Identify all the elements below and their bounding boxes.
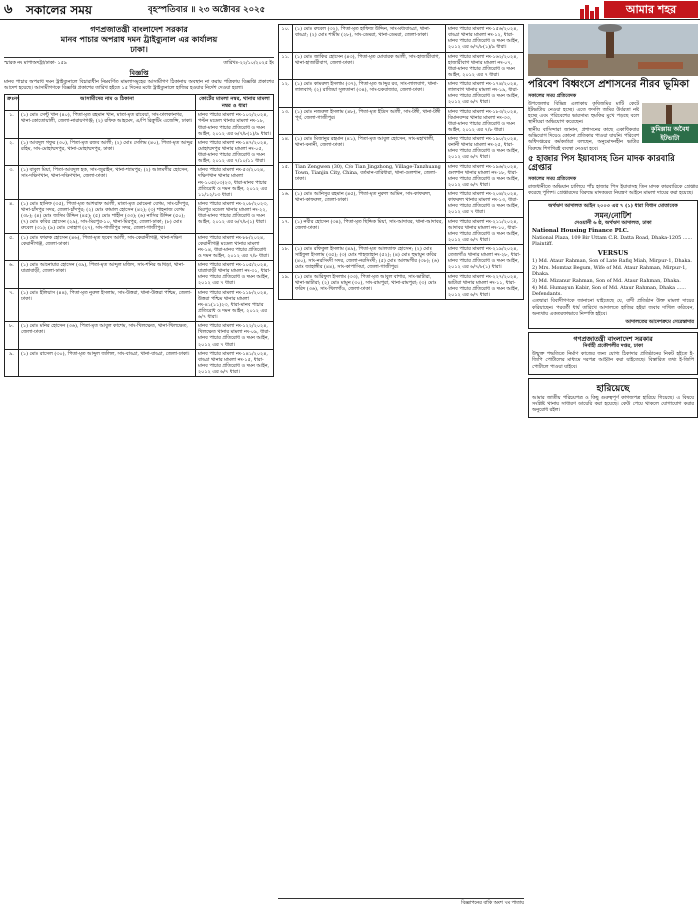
accused-details: (১) নবীর হোসেন (৩৪), পিতা-মৃত ছিদ্দিক মিয়া, সাং-আদাবর, থানা-আদাবর, জেলা-ঢাকা। [293, 217, 446, 245]
continued-note: বিজ্ঞাপনের বাকি অংশ ৭ম পাতায় [278, 898, 524, 907]
section-brand: আমার শহর [604, 1, 698, 18]
tribunal-notice [4, 24, 274, 907]
case-reference: মানব পাচার মামলা নং-১৯০/২০২৪, বনানী থানার মামলা নং-২৫, ধারা-মানব পাচার প্রতিরোধ ও দমন আইন, ২০১২ এর ৬/৭ ধারা। [446, 135, 524, 163]
table-row [279, 217, 524, 245]
table-row [5, 138, 274, 166]
summons-body: এতদ্বারা বিবাদীগণকে জানানো যাইতেছে যে, বাদী প্রতিষ্ঠান উক্ত মামলা দায়ের করিয়াছেন। পরবর্তী ধার্য তারিখে আদালতে হাজির হইয়া জবাব দাখিল করিবেন, অন্যথায় একতরফাভাবে নিষ্পত্তি হইবে। [532, 298, 694, 317]
table-row [279, 135, 524, 163]
case-reference: মানব পাচার মামলা নং-১৬২/২০২৪, হাজারীবাগ থানার মামলা নং-০৭, ধারা-মানব পাচার প্রতিরোধ ও দমন আইন, ২০১২ এর ৭ ধারা। [446, 52, 524, 80]
accused-details: (১) মোঃ ফারুক হোসেন (৪৬), পিতা-মৃত ছবেদ আলী, সাং-কেরানীগঞ্জ, থানা-দক্ষিণ কেরানীগঞ্জ, জেলা-ঢাকা। [19, 233, 196, 261]
notice-header [4, 24, 274, 58]
case-serial: ৬. [5, 261, 19, 289]
col-header-court: কোর্টের মামলা নম্বর, থানার মামলা নম্বর ও ধারা [196, 95, 274, 111]
table-row [279, 272, 524, 300]
case-reference: মানব পাচার মামলা নং-১৪১/২০২৪, বাড্ডা থানার মামলা নং-১৫, ধারা-মানব পাচার প্রতিরোধ ও দমন আইন, ২০১২ এর ৬/৭ ধারা। [196, 349, 274, 377]
case-serial: ১৬. [279, 190, 293, 218]
accused-details: (১) মোঃ হানিফ (৩৫), পিতা-মৃত আশরাফ আলী, মাতা-মৃত মোমেনা বেগম, সাং-চাঁদপুর, থানা-চাঁদপুর সদর, জেলা-চাঁদপুর; (২) মোঃ কামাল হোসেন (৪২); (৩) শাহনাজ বেগম (৩৮); (৪) মোঃ জসিম উদ্দিন (৪৫); (৫) মোঃ শাহীন (৩৩); (৬) নাসির উদ্দিন (৫০); (৭) মোঃ কবির হোসেন (২৯), সাং-মিরপুর-১০, থানা-মিরপুর, জেলা-ঢাকা; (৮) মোঃ রুবেল (৩১); (৯) মোঃ সোহাগ (২৭), সাং-গাজীপুর সদর, জেলা-গাজীপুর। [19, 199, 196, 233]
accused-details: (১) মোঃ কামরুল ইসলাম (৩৭), পিতা-মৃত আব্দুর রব, সাং-লালবাগ, থানা-লালবাগ; (২) রাজিয়া সুলতানা (৩৪), সাং-চকবাজার, জেলা-ঢাকা। [293, 80, 446, 108]
accused-details: Tian Zengwen (30), C/o Tian Jingzhong, Village-Tanzhuang Town, Tianjin City, China, বর্তমান-বারিধারা, থানা-গুলশান, জেলা-ঢাকা। [293, 162, 446, 190]
case-reference: মানব পাচার মামলা নং-২০৪/২০২৪, কাফরুল থানার মামলা নং-১৩, ধারা-মানব পাচার প্রতিরোধ ও দমন আইন, ২০১২ এর ৭ ধারা। [446, 190, 524, 218]
case-reference: মানব পাচার মামলা নং-২০৮/২০২৩, মিরপুর মডেল থানার মামলা নং-২২, ধারা-মানব পাচার প্রতিরোধ ও দমন আইন, ২০১২ এর ৬/৭/৮(১) ধারা। [196, 199, 274, 233]
col-header-sl: ক্রঃনং [5, 95, 19, 111]
accused-details: (১) মোঃ আরিফুল ইসলাম (৩৩), পিতা-মৃত আবুল বাশার, সাং-ভাটারা, থানা-ভাটারা; (২) মোঃ মামুন (৩০), সাং-রামপুরা, থানা-রামপুরা; (৩) মোঃ ফরিদ (৩৬), সাং-খিলগাঁও, জেলা-ঢাকা। [293, 272, 446, 300]
case-serial: ১০. [279, 25, 293, 53]
accused-details: (১) আবদুল গফুর (৩০), পিতা-মৃত রজব আলী; (২) মোঃ সেলিম (৪০), পিতা-মৃত আব্দুর রহিম, সাং-মোহাম্মদপুর, থানা-মোহাম্মদপুর, ঢাকা। [19, 138, 196, 166]
case-serial: ১৩. [279, 107, 293, 135]
case-reference: মানব পাচার মামলা নং-২১৯/২০২৪, তেজগাঁও থানার মামলা নং-২৮, ধারা-মানব পাচার প্রতিরোধ ও দমন আইন, ২০১২ এর ৬/৭/৮(১) ধারা। [446, 245, 524, 273]
case-reference: মানব পাচার মামলা নং-১০২/২০২৪, পল্টন মডেল থানার মামলা নং-১৮, ধারা-মানব পাচার প্রতিরোধ ও দমন আইন, ২০১২ এর ৬/৭/৮(১)/৯ ধারা। [196, 111, 274, 139]
table-header-row [5, 95, 274, 111]
case-serial: ৩. [5, 166, 19, 200]
case-reference: মানব পাচার মামলা নং-১৮৩/২০২৪, বিমানবন্দর থানার মামলা নং-৩৩, ধারা-মানব পাচার প্রতিরোধ ও দমন আইন, ২০১২ এর ৭/৮ ধারা। [446, 107, 524, 135]
defendant-4: 4) Md. Humayun Kabir, Son of Md. Ataur Rahman, Dhaka ...... Defendants. [532, 285, 686, 298]
news-headline: পরিবেশ বিধ্বংসে প্রশাসনের নীরব ভূমিকা [528, 79, 690, 90]
case-reference: মানব পাচার মামলা নং-২১১/২০২৪, আদাবর থানার মামলা নং-১০, ধারা-মানব পাচার প্রতিরোধ ও দমন আইন, ২০১২ এর ৬/৭ ধারা। [446, 217, 524, 245]
table-row [5, 349, 274, 377]
news-paragraph-1: উপজেলার বিভিন্ন এলাকায় কৃষিজমির মাটি কেটে ইটভাটায় নেওয়া হচ্ছে। এতে ফসলি জমির উর্বরতা নষ্ট হচ্ছে এবং পরিবেশের ভারসাম্য হুমকির মুখে পড়ছে বলে স্থানীয়রা অভিযোগ করেছেন। [528, 100, 639, 125]
case-serial: ১৮. [279, 245, 293, 273]
case-serial: ১৫. [279, 162, 293, 190]
case-serial: ৭. [5, 288, 19, 322]
case-reference: মানব পাচার মামলা নং-১৭৪/২০২৪, লালবাগ থানার মামলা নং-১৯, ধারা-মানব পাচার প্রতিরোধ ও দমন আইন, ২০১২ এর ৬/৭ ধারা। [446, 80, 524, 108]
case-reference: মানব পাচার মামলা নং-৫৩/২০২৪, দক্ষিণখান থানার মামলা নং-১০৫(০৩)২৩, ধারা-মানব পাচার প্রতিরোধ ও দমন আইন, ২০১২ এর ১১/১২/১৩ ধারা। [196, 166, 274, 200]
case-serial: ৪. [5, 199, 19, 233]
tender-government: গণপ্রজাতন্ত্রী বাংলাদেশ সরকার [573, 334, 653, 343]
table-row [5, 199, 274, 233]
case-serial: ১১. [279, 52, 293, 80]
case-serial: ১৪. [279, 135, 293, 163]
news-byline: সকালের সময় প্রতিবেদক [528, 92, 577, 99]
brickfield-inset [642, 103, 698, 143]
tender-office: নির্বাহী প্রকৌশলীর দপ্তর, ঢাকা [583, 343, 643, 350]
summons-case-line: দেওয়ানী ৬ ষ্ঠ, অর্থঋণ আদালত, ঢাকা [574, 220, 652, 227]
case-reference: মানব পাচার মামলা নং-১৪৭/২০২৪, মোহাম্মদপুর থানার মামলা নং-০৫, ধারা-মানব পাচার প্রতিরোধ ও দমন আইন, ২০১২ এর ৭/১০/১১ ধারা। [196, 138, 274, 166]
case-reference: মানব পাচার মামলা নং-১২২/২০২৪, খিলক্ষেত থানার মামলা নং-০৯, ধারা-মানব পাচার প্রতিরোধ ও দমন আইন, ২০১২ এর ৭ ধারা। [196, 322, 274, 350]
accused-details: (১) মোঃ আনোয়ার হোসেন (৩৯), পিতা-মৃত আব্দুল মজিদ, সাং-শনির আখড়া, থানা-যাত্রাবাড়ী, জেলা-ঢাকা। [19, 261, 196, 289]
lost-notice [528, 378, 698, 419]
summons-notice [528, 200, 698, 329]
accused-details: (১) মোঃ আনিসুর রহমান (৪৫), পিতা-মৃত নুরুল আমিন, সাং-কাফরুল, থানা-কাফরুল, জেলা-ঢাকা। [293, 190, 446, 218]
table-row [279, 80, 524, 108]
accused-details: (১) মোঃ মনির হোসেন (৩৬), পিতা-মৃত আবুল কাশেম, সাং-খিলক্ষেত, থানা-খিলক্ষেত, জেলা-ঢাকা। [19, 322, 196, 350]
summons-title: সমন/নোটিশ [594, 210, 632, 220]
defendant-1: 1) Md. Ataur Rahman, Son of Late Rafiq Miah, Mirpur-1, Dhaka. [532, 257, 692, 264]
memo-date: তারিখঃ-২২/১০/২০২৫ ইং [223, 61, 274, 66]
government-title: গণপ্রজাতন্ত্রী বাংলাদেশ সরকার [90, 24, 188, 34]
table-row [279, 107, 524, 135]
accused-details: (১) মোঃ জাকির হোসেন (৪৩), পিতা-মৃত মোবারক আলী, সাং-হাজারীবাগ, থানা-হাজারীবাগ, জেলা-ঢাকা। [293, 52, 446, 80]
accused-details: (১) বাবুল মিয়া, পিতা-আবদুল হক, সাং-জুরাইন, থানা-শ্যামপুর; (২) আলমগীর হোসেন, সাং-দক্ষিণখান, থানা-দক্ষিণখান, জেলা-ঢাকা। [19, 166, 196, 200]
office-title: মানব পাচার অপরাধ দমন ট্রাইব্যুনাল এর কার্যালয় [60, 34, 218, 44]
tender-body: উন্মুক্ত পদ্ধতিতে নির্মাণ কাজের জন্য যোগ্য ঠিকাদার প্রতিষ্ঠানের নিকট হইতে ই-জিপি পোর্টালের মাধ্যমে দরপত্র আহ্বান করা যাইতেছে। বিস্তারিত তথ্য ই-জিপি পোর্টালে পাওয়া যাইবে। [532, 351, 694, 370]
table-row [279, 25, 524, 53]
tender-notice [528, 332, 698, 375]
inset-caption: কুমিল্লায় অবৈধ ইটভাটা [642, 124, 698, 142]
cases-table-mid [278, 24, 524, 300]
case-reference: মানব পাচার মামলা নং-১৯৬/২০২৪, গুলশান থানার মামলা নং-১৮, ধারা-মানব পাচার প্রতিরোধ ও দমন আইন, ২০১২ এর ৬/৭ ধারা। [446, 162, 524, 190]
news-paragraph-3: রাজধানীতে অভিযান চালিয়ে পাঁচ হাজার পিস ইয়াবাসহ তিন মাদক কারবারিকে গ্রেপ্তার করেছে পুলিশ। গ্রেপ্তারদের বিরুদ্ধে মাদকদ্রব্য নিয়ন্ত্রণ আইনে মামলা দায়ের করা হয়েছে। [528, 184, 698, 197]
table-row [279, 52, 524, 80]
versus-label: VERSUS [597, 248, 629, 257]
case-serial: ৯. [5, 349, 19, 377]
memo-number: স্মারক নং মাপাঅদট্রা/ঢাকা- ১৫৯ [4, 61, 67, 66]
news-paragraph-2: স্থানীয় বাসিন্দারা জানান, প্রশাসনের কাছে একাধিকবার অভিযোগ দিয়েও কোনো প্রতিকার পাওয়া যায়নি। পরিবেশ অধিদপ্তরের কর্মকর্তারা বলছেন, অনুমোদনহীন ভাটার বিরুদ্ধে শিগগিরই ব্যবস্থা নেওয়া হবে। [528, 127, 639, 152]
news-byline-2: সকালের সময় প্রতিবেদক [528, 176, 577, 183]
accused-details: (১) মোঃ সেন্টু খান (৪০), পিতা-মৃত রহমান খান, মাতা-মৃত রাবেয়া, সাং-ঢালকানগর, থানা-কোতোয়ালী, জেলা-নারায়ণগঞ্জ; (২) রফিক আহমেদ, এ/পি রিক্রুটিং এজেন্সি, ঢাকা। [19, 111, 196, 139]
accused-details: (১) মোঃ নজরুল ইসলাম (৪৮), পিতা-মৃত ইদ্রিস আলী, সাং-টঙ্গী, থানা-টঙ্গী পূর্ব, জেলা-গাজীপুর। [293, 107, 446, 135]
case-reference: মানব পাচার মামলা নং-৮৮/২০২৪, কেরানীগঞ্জ মডেল থানার মামলা নং-১৪, ধারা-মানব পাচার প্রতিরোধ ও দমন আইন, ২০১২ এর ৭/৮ ধারা। [196, 233, 274, 261]
plaintiff-address: National Plaza, 109 Bir Uttam C.R. Datta Road, Dhaka-1205 ...... Plaintiff. [532, 235, 693, 248]
table-row [5, 166, 274, 200]
case-serial: ২. [5, 138, 19, 166]
case-serial: ৮. [5, 322, 19, 350]
newspaper-name: সকালের সময় [26, 3, 93, 17]
table-row [279, 162, 524, 190]
case-serial: ৫. [5, 233, 19, 261]
summons-signature: আদালতের আদেশক্রমে সেরেস্তাদার [625, 318, 694, 325]
table-row [5, 111, 274, 139]
issue-date: বৃহস্পতিবার ॥ ২৩ অক্টোবর ২০২৫ [148, 5, 266, 15]
cases-table-left [4, 94, 274, 377]
office-city: ঢাকা। [130, 44, 148, 54]
table-row [5, 322, 274, 350]
case-serial: ১৯. [279, 272, 293, 300]
summons-court-line: অর্থঋণ আদালত আইন ২০০৩ এর ৭ (১) ধারা বিধান মোতাবেক [548, 202, 678, 209]
accused-details: (১) মোঃ রাসেল (৩০), পিতা-মৃত আব্দুল জলিল, সাং-বাড্ডা, থানা-বাড্ডা, জেলা-ঢাকা। [19, 349, 196, 377]
page-number: ৬ [4, 2, 13, 17]
case-serial: ১. [5, 111, 19, 139]
accused-details: (১) মোঃ ইলিয়াস (৪৪), পিতা-মৃত নুরুল ইসলাম, সাং-উত্তরা, থানা-উত্তরা পশ্চিম, জেলা-ঢাকা। [19, 288, 196, 322]
lost-title: হারিয়েছে [596, 383, 630, 394]
table-row [5, 288, 274, 322]
col-header-accused: আসামীদের নাম ও ঠিকানা [19, 95, 196, 111]
defendant-3: 3) Md. Mizanur Rahman, Son of Md. Ataur Rahman, Dhaka. [532, 278, 681, 285]
table-row [5, 233, 274, 261]
lost-body: আমার জাতীয় পরিচয়পত্র ও কিছু গুরুত্বপূর্ণ কাগজপত্র হারিয়ে গিয়েছে। এ বিষয়ে সংশ্লিষ্ট থানায় সাধারণ ডায়েরি করা হয়েছে। কেউ পেয়ে থাকলে যোগাযোগ করার অনুরোধ রইল। [532, 394, 694, 414]
city-skyline-icon [578, 1, 604, 19]
accused-details: (১) মোঃ রফিকুল ইসলাম (৪৯), পিতা-মৃত আলতাফ হোসেন; (২) মোঃ সাইফুল ইসলাম (৩৫); (৩) মোঃ শাহজাহান (৫২); (৪) মোঃ হুমায়ুন কবির (৪০), সাং-নরসিংদী সদর, জেলা-নরসিংদী; (৫) মোঃ আলমগীর (৩৮); (৬) মোঃ জাহাঙ্গীর (৪৪), সাং-কাপাসিয়া, জেলা-গাজীপুর। [293, 245, 446, 273]
defendant-2: 2) Mrs. Momtaz Begum, Wife of Md. Ataur Rahman, Mirpur-1, Dhaka. [532, 264, 687, 277]
case-reference: মানব পাচার মামলা নং-১১৮/২০২৪, উত্তরা পশ্চিম থানার মামলা নং-৪১(১১)২৩, ধারা-মানব পাচার প্রতিরোধ ও দমন আইন, ২০১২ এর ৬/৭ ধারা। [196, 288, 274, 322]
case-reference: মানব পাচার মামলা নং-২২৭/২০২৪, ভাটারা থানার মামলা নং-১১, ধারা-মানব পাচার প্রতিরোধ ও দমন আইন, ২০১২ এর ৬/৭ ধারা। [446, 272, 524, 300]
masthead [0, 0, 700, 20]
case-reference: মানব পাচার মামলা নং-১০৫/২০২৪, যাত্রাবাড়ী থানার মামলা নং-৩১, ধারা-মানব পাচার প্রতিরোধ ও দমন আইন, ২০১২ এর ৭ ধারা। [196, 261, 274, 289]
case-serial: ১২. [279, 80, 293, 108]
notice-intro: মানব পাচার অপরাধ দমন ট্রাইব্যুনালে বিচারাধীন নিম্নবর্ণিত মামলাসমূহের আসামীগণ ঠিকানায় অবস্থান না করায় পত্রিকায় বিজ্ঞপ্তি প্রকাশের আদেশ হয়েছে। আসামীগণকে বিজ্ঞপ্তি প্রকাশের তারিখ হইতে ১৫ দিনের মধ্যে ট্রাইব্যুনালে হাজির হওয়ার নির্দেশ দেওয়া হলো। [4, 79, 274, 92]
news-headline-2: ৫ হাজার পিস ইয়াবাসহ তিন মাদক কারবারি গ্রেপ্তার [528, 153, 675, 174]
table-row [5, 261, 274, 289]
brickfield-chimney-icon [528, 24, 698, 76]
notice-label: বিজ্ঞপ্তি [129, 68, 149, 77]
case-serial: ১৭. [279, 217, 293, 245]
accused-details: (১) মোঃ মিজানুর রহমান (৪১), পিতা-মৃত আবুল হোসেন, সাং-মহাখালী, থানা-বনানী, জেলা-ঢাকা। [293, 135, 446, 163]
brickfield-photo [528, 24, 698, 76]
accused-details: (১) মোঃ রুবেল (৩২), পিতা-মৃত হাফিজ উদ্দিন, সাং-মধ্যবাড্ডা, থানা-বাড্ডা; (২) মোঃ শামীম (২৮), সাং-ডেমরা, থানা-ডেমরা, জেলা-ঢাকা। [293, 25, 446, 53]
memo-line [4, 61, 274, 67]
tribunal-notice-continued [278, 24, 524, 907]
table-row [279, 190, 524, 218]
table-row [279, 245, 524, 273]
case-reference: মানব পাচার মামলা নং-১৫৬/২০২৪, বাড্ডা থানার মামলা নং-১২, ধারা-মানব পাচার প্রতিরোধ ও দমন আইন, ২০১২ এর ৬/৭/৮(১)/৯ ধারা। [446, 25, 524, 53]
plaintiff-company: National Housing Finance PLC. [532, 228, 629, 235]
right-column [528, 24, 698, 907]
